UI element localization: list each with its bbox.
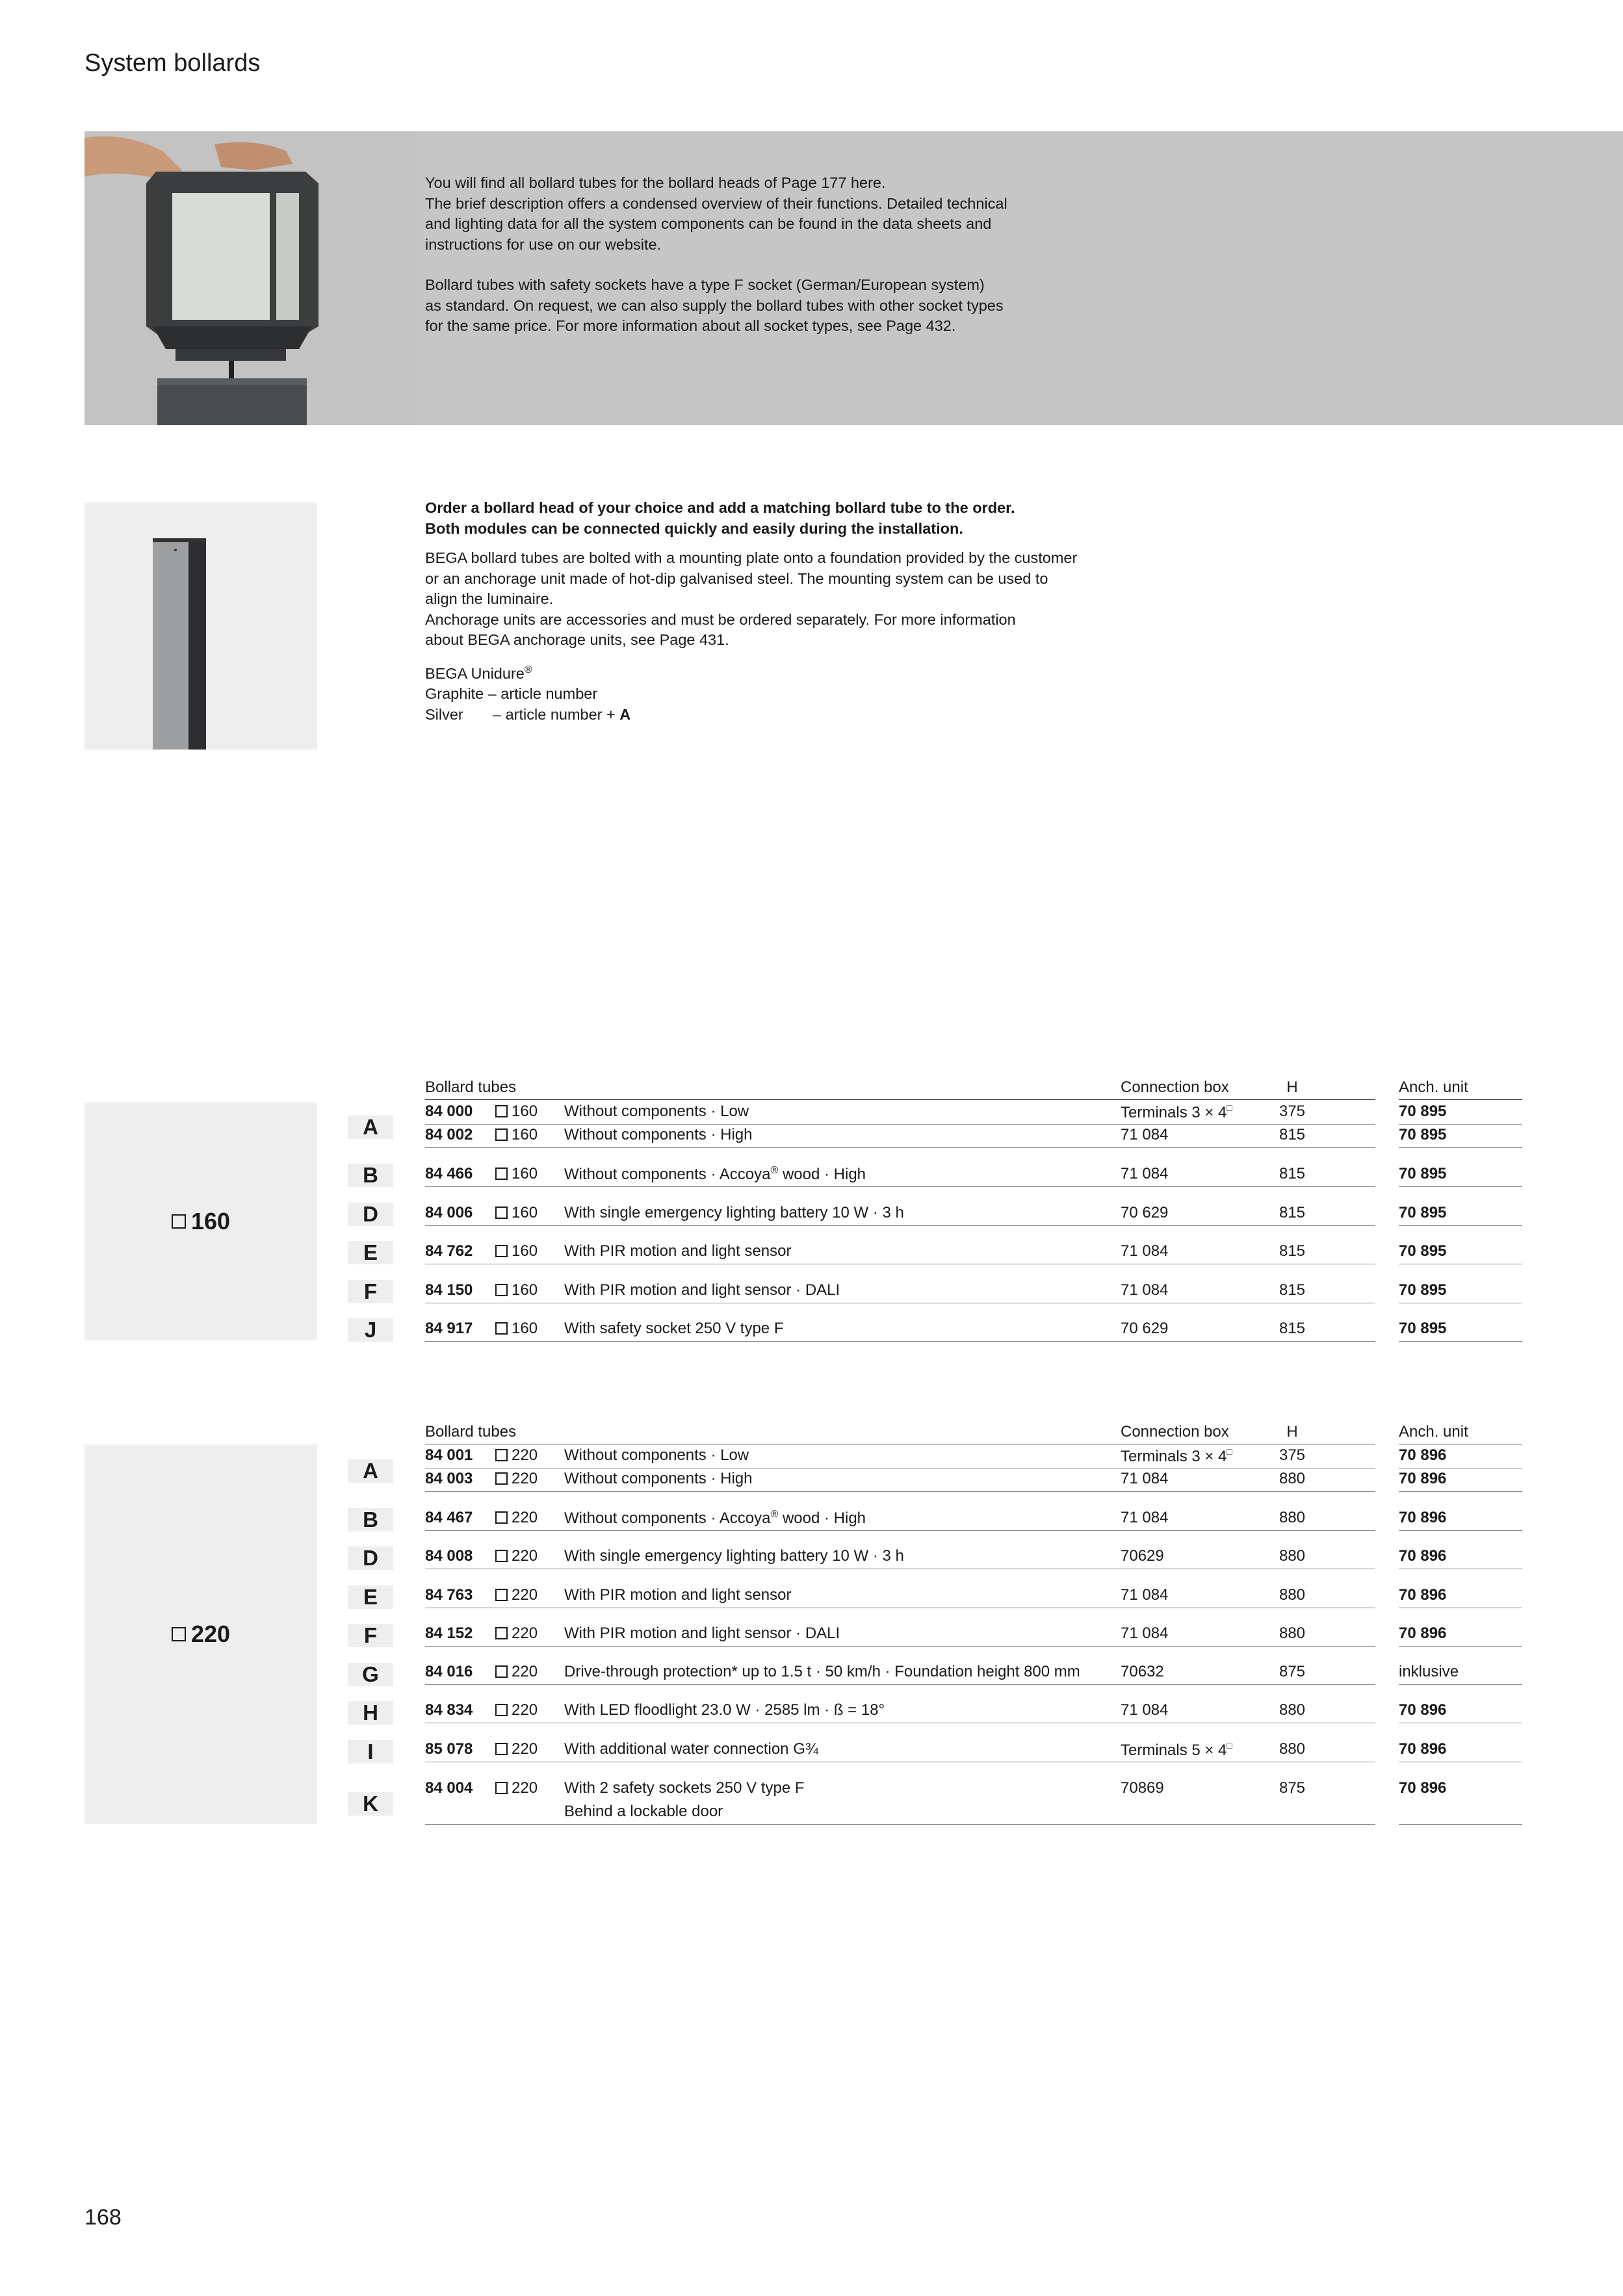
tube-size-value: 220	[512, 1624, 538, 1642]
description-text: With single emergency lighting battery 10 W · 3 h	[564, 1204, 904, 1221]
row-rule	[425, 1491, 1375, 1492]
description-text: With 2 safety sockets 250 V type F	[564, 1779, 805, 1797]
height-value: 815	[1279, 1281, 1306, 1299]
square-icon	[495, 1627, 508, 1639]
text-line: Anchorage units are accessories and must be ordered separately. For more information	[425, 610, 1016, 628]
article-number: 84 001	[425, 1446, 473, 1464]
connection-value: 71 084	[1121, 1509, 1169, 1526]
header-product: Bollard tubes	[425, 1078, 517, 1096]
description-tail: wood · High	[778, 1166, 866, 1183]
header-height: H	[1286, 1423, 1298, 1441]
tube-size	[495, 1102, 538, 1121]
connection-value: 70 629	[1121, 1320, 1169, 1337]
height-value: 880	[1279, 1624, 1306, 1642]
tube-size-value: 160	[512, 1281, 538, 1299]
height-value: 880	[1279, 1547, 1306, 1565]
description-text: Drive-through protection* up to 1.5 t · 50 km/h · Foundation height 800 mm	[564, 1663, 1080, 1680]
tube-size	[495, 1281, 538, 1299]
connection-box	[1121, 1779, 1164, 1797]
text-line: Bollard tubes with safety sockets have a type F socket (German/European system)	[425, 276, 985, 293]
connection-value: 71 084	[1121, 1126, 1169, 1143]
description-text: Without components · Low	[564, 1102, 749, 1120]
description-text: With LED floodlight 23.0 W · 2585 lm · ß = 18°	[564, 1701, 885, 1719]
bollard-tube-photo	[84, 502, 317, 750]
variant-letter: F	[348, 1280, 393, 1303]
anchor-unit: 70 896	[1399, 1779, 1447, 1797]
anchor-unit: 70 895	[1399, 1102, 1447, 1120]
square-icon	[495, 1207, 508, 1219]
tube-size-value: 220	[512, 1663, 538, 1680]
height-value: 880	[1279, 1509, 1306, 1526]
row-rule-anchor	[1399, 1530, 1522, 1531]
description	[564, 1586, 792, 1604]
height-value: 875	[1279, 1779, 1306, 1797]
header-height: H	[1286, 1078, 1298, 1096]
page-title: System bollards	[84, 49, 261, 77]
tube-size	[495, 1509, 538, 1527]
row-rule	[425, 1824, 1375, 1825]
anchor-unit: 70 895	[1399, 1242, 1447, 1260]
tube-size-value: 160	[512, 1242, 538, 1260]
description	[564, 1102, 749, 1121]
article-number: 84 917	[425, 1320, 473, 1337]
header-anchor: Anch. unit	[1399, 1078, 1468, 1096]
anchor-unit: 70 895	[1399, 1281, 1447, 1299]
description-tail: wood · High	[778, 1509, 866, 1527]
article-number: 84 003	[425, 1470, 473, 1487]
row-rule-anchor	[1399, 1491, 1522, 1492]
tube-size	[495, 1165, 538, 1183]
description	[564, 1779, 805, 1797]
variant-letter: E	[348, 1585, 393, 1609]
connection-box	[1121, 1740, 1232, 1760]
connection-value: 70632	[1121, 1663, 1164, 1680]
description-text: With safety socket 250 V type F	[564, 1320, 784, 1337]
row-rule-anchor	[1399, 1824, 1522, 1825]
text-line: You will find all bollard tubes for the bollard heads of Page 177 here.	[425, 174, 886, 191]
order-text	[425, 498, 1173, 725]
variant-letter: F	[348, 1624, 393, 1647]
tube-size	[495, 1204, 538, 1222]
finish-silver: Silver – article number + A	[425, 705, 631, 723]
variant-letter: B	[348, 1164, 393, 1187]
header-anchor: Anch. unit	[1399, 1423, 1468, 1441]
variant-letter: K	[348, 1792, 393, 1816]
square-icon	[495, 1472, 508, 1485]
order-body	[425, 548, 1173, 651]
connection-box	[1121, 1204, 1168, 1222]
description	[564, 1446, 749, 1465]
description	[564, 1204, 904, 1222]
description	[564, 1624, 840, 1643]
order-headline	[425, 498, 1173, 539]
text-line: or an anchorage unit made of hot-dip galvanised steel. The mounting system can be used to	[425, 569, 1048, 587]
connection-box	[1121, 1586, 1168, 1604]
text-line: about BEGA anchorage units, see Page 431.	[425, 631, 729, 648]
variant-letter: J	[348, 1318, 393, 1342]
anchor-unit: 70 896	[1399, 1740, 1447, 1758]
tube-size	[495, 1547, 538, 1565]
square-icon	[495, 1105, 508, 1117]
height-value: 880	[1279, 1586, 1306, 1604]
finish-graphite: Graphite – article number	[425, 685, 598, 702]
row-rule-anchor	[1399, 1646, 1522, 1647]
text-line: BEGA bollard tubes are bolted with a mounting plate onto a foundation provided by the customer	[425, 549, 1078, 566]
height-value: 815	[1279, 1165, 1306, 1182]
connection-box	[1121, 1509, 1168, 1527]
row-rule-anchor	[1399, 1186, 1522, 1187]
height-value: 815	[1279, 1126, 1306, 1143]
article-number: 84 150	[425, 1281, 473, 1299]
connection-value: 71 084	[1121, 1624, 1169, 1642]
tube-size	[495, 1126, 538, 1144]
description-text: With PIR motion and light sensor · DALI	[564, 1281, 840, 1299]
anchor-unit: 70 896	[1399, 1470, 1447, 1487]
connection-value: 70629	[1121, 1547, 1164, 1565]
text-line: and lighting data for all the system components can be found in the data sheets and	[425, 215, 992, 232]
text-line: Both modules can be connected quickly and easily during the installation.	[425, 519, 963, 537]
row-rule	[425, 1530, 1375, 1531]
row-rule-anchor	[1399, 1225, 1522, 1226]
row-rule-anchor	[1399, 1341, 1522, 1342]
row-rule-anchor	[1399, 1124, 1522, 1125]
square-icon	[495, 1589, 508, 1601]
connection-value: 71 084	[1121, 1470, 1169, 1487]
article-number: 84 763	[425, 1586, 473, 1604]
height-value: 880	[1279, 1701, 1306, 1719]
tube-size-value: 220	[512, 1547, 538, 1565]
header-rule	[425, 1099, 1375, 1100]
tube-size	[495, 1624, 538, 1643]
square-icon	[495, 1782, 508, 1794]
height-value: 880	[1279, 1740, 1306, 1758]
article-number: 84 006	[425, 1204, 473, 1221]
description-text: Without components · High	[564, 1470, 753, 1487]
anchor-unit: 70 895	[1399, 1165, 1447, 1182]
height-value: 880	[1279, 1470, 1306, 1487]
article-number: 84 467	[425, 1509, 473, 1526]
article-number: 84 016	[425, 1663, 473, 1680]
description	[564, 1547, 904, 1565]
tube-size	[495, 1586, 538, 1604]
tube-size-value: 220	[512, 1446, 538, 1464]
row-rule-anchor	[1399, 1684, 1522, 1685]
connection-box	[1121, 1242, 1168, 1260]
description-text: Without components · Accoya	[564, 1166, 771, 1183]
tube-size	[495, 1663, 538, 1681]
connection-value: Terminals 5 × 4	[1121, 1742, 1227, 1759]
connection-value: Terminals 3 × 4	[1121, 1104, 1227, 1121]
row-rule	[425, 1684, 1375, 1685]
article-number: 84 834	[425, 1701, 473, 1719]
row-rule	[425, 1147, 1375, 1148]
description	[564, 1701, 885, 1719]
square-icon	[495, 1322, 508, 1335]
header-connection: Connection box	[1121, 1078, 1229, 1096]
tube-size-value: 220	[512, 1701, 538, 1719]
intro-paragraph-1	[425, 173, 1140, 255]
article-number: 84 466	[425, 1165, 473, 1182]
square-icon	[495, 1743, 508, 1755]
size-box-160: 160	[84, 1102, 317, 1340]
intro-text	[425, 173, 1140, 357]
connection-value: 70869	[1121, 1779, 1164, 1797]
variant-letter: A	[348, 1115, 393, 1139]
tube-size	[495, 1779, 538, 1797]
description	[564, 1281, 840, 1299]
tube-size-value: 160	[512, 1165, 538, 1182]
anchor-unit: 70 896	[1399, 1701, 1447, 1719]
height-value: 815	[1279, 1204, 1306, 1221]
height-value: 875	[1279, 1663, 1306, 1680]
square-icon	[495, 1704, 508, 1716]
row-rule	[425, 1646, 1375, 1647]
connection-box	[1121, 1446, 1232, 1466]
variant-letter: A	[348, 1459, 393, 1483]
row-rule	[425, 1341, 1375, 1342]
anchor-unit: 70 896	[1399, 1624, 1447, 1642]
header-product: Bollard tubes	[425, 1423, 517, 1441]
connection-sup: □	[1227, 1446, 1232, 1457]
tube-size-value: 160	[512, 1126, 538, 1143]
tube-size-value: 220	[512, 1470, 538, 1487]
connection-value: 71 084	[1121, 1281, 1169, 1299]
description	[564, 1320, 783, 1338]
connection-box	[1121, 1281, 1168, 1299]
finish-title: BEGA Unidure®	[425, 664, 532, 682]
text-line: The brief description offers a condensed overview of their functions. Detailed technical	[425, 194, 1007, 212]
height-value: 815	[1279, 1242, 1306, 1260]
square-icon	[495, 1168, 508, 1180]
connection-box	[1121, 1165, 1168, 1183]
anchor-unit: 70 895	[1399, 1126, 1447, 1143]
variant-letter: G	[348, 1663, 393, 1686]
description-text: With single emergency lighting battery 10 W · 3 h	[564, 1547, 904, 1565]
height-value: 815	[1279, 1320, 1306, 1337]
row-rule	[425, 1186, 1375, 1187]
article-number: 84 152	[425, 1624, 473, 1642]
description	[564, 1242, 792, 1260]
row-rule-anchor	[1399, 1147, 1522, 1148]
connection-box	[1121, 1470, 1168, 1488]
connection-box	[1121, 1624, 1168, 1643]
description	[564, 1165, 866, 1184]
header-rule-anchor	[1399, 1099, 1522, 1100]
connection-box	[1121, 1102, 1232, 1122]
connection-value: 71 084	[1121, 1242, 1169, 1260]
square-icon	[495, 1245, 508, 1257]
article-number: 84 762	[425, 1242, 473, 1260]
text-line: for the same price. For more information about all socket types, see Page 432.	[425, 317, 956, 334]
intro-paragraph-2	[425, 275, 1140, 337]
description	[564, 1126, 752, 1144]
connection-box	[1121, 1547, 1164, 1565]
square-icon	[172, 1214, 186, 1229]
tube-size	[495, 1740, 538, 1758]
description-text: Without components · Low	[564, 1446, 749, 1464]
square-icon	[495, 1284, 508, 1296]
square-icon	[495, 1665, 508, 1678]
square-icon	[495, 1550, 508, 1562]
description-text: With additional water connection G¾	[564, 1740, 818, 1758]
size-box-220: 220	[84, 1444, 317, 1824]
connection-box	[1121, 1663, 1164, 1681]
description	[564, 1509, 866, 1528]
tube-size-value: 220	[512, 1779, 538, 1797]
anchor-unit: 70 896	[1399, 1509, 1447, 1526]
height-value: 375	[1279, 1102, 1306, 1120]
tube-size-value: 220	[512, 1586, 538, 1604]
bollard-head-photo	[84, 131, 416, 425]
description	[564, 1470, 752, 1488]
anchor-unit: inklusive	[1399, 1663, 1459, 1680]
text-line: Order a bollard head of your choice and add a matching bollard tube to the order.	[425, 499, 1015, 516]
anchor-unit: 70 896	[1399, 1547, 1447, 1565]
description	[564, 1663, 1080, 1681]
connection-value: Terminals 3 × 4	[1121, 1448, 1227, 1465]
square-icon	[495, 1449, 508, 1461]
anchor-unit: 70 895	[1399, 1204, 1447, 1221]
description-text: With PIR motion and light sensor · DALI	[564, 1624, 840, 1642]
tube-size	[495, 1701, 538, 1719]
page-number: 168	[84, 2205, 122, 2230]
tube-size-value: 160	[512, 1320, 538, 1337]
tube-size	[495, 1446, 538, 1465]
variant-letter: E	[348, 1241, 393, 1264]
anchor-unit: 70 895	[1399, 1320, 1447, 1337]
variant-letter: I	[348, 1740, 393, 1764]
registered-mark: ®	[770, 1165, 779, 1176]
connection-value: 70 629	[1121, 1204, 1169, 1221]
description-text: Without components · High	[564, 1126, 753, 1143]
article-number: 84 002	[425, 1126, 473, 1143]
tube-size	[495, 1470, 538, 1488]
tube-size-value: 160	[512, 1102, 538, 1120]
square-icon	[495, 1128, 508, 1141]
tube-size-value: 220	[512, 1509, 538, 1526]
description-text: Without components · Accoya	[564, 1509, 771, 1527]
anchor-unit: 70 896	[1399, 1446, 1447, 1464]
article-number: 84 000	[425, 1102, 473, 1120]
height-value: 375	[1279, 1446, 1306, 1464]
variant-letter: B	[348, 1508, 393, 1532]
row-rule	[425, 1225, 1375, 1226]
text-line: align the luminaire.	[425, 590, 554, 607]
description-text: With PIR motion and light sensor	[564, 1242, 792, 1260]
tube-size-value: 220	[512, 1740, 538, 1758]
tube-size	[495, 1242, 538, 1260]
variant-letter: H	[348, 1701, 393, 1725]
connection-sup: □	[1227, 1740, 1232, 1751]
description	[564, 1740, 818, 1758]
description-line-2: Behind a lockable door	[564, 1803, 723, 1820]
connection-box	[1121, 1126, 1168, 1144]
text-line: as standard. On request, we can also supply the bollard tubes with other socket types	[425, 296, 1004, 314]
connection-sup: □	[1227, 1102, 1232, 1113]
connection-value: 71 084	[1121, 1701, 1169, 1719]
description-text: With PIR motion and light sensor	[564, 1586, 792, 1604]
anchor-unit: 70 896	[1399, 1586, 1447, 1604]
header-connection: Connection box	[1121, 1423, 1229, 1441]
square-icon	[495, 1511, 508, 1524]
square-icon	[172, 1627, 186, 1641]
text-line: instructions for use on our website.	[425, 235, 662, 253]
article-number: 85 078	[425, 1740, 473, 1758]
connection-box	[1121, 1701, 1168, 1719]
registered-mark: ®	[770, 1509, 779, 1520]
connection-box	[1121, 1320, 1168, 1338]
row-rule	[425, 1124, 1375, 1125]
connection-value: 71 084	[1121, 1165, 1169, 1182]
tube-size	[495, 1320, 538, 1338]
article-number: 84 008	[425, 1547, 473, 1565]
article-number: 84 004	[425, 1779, 473, 1797]
variant-letter: D	[348, 1546, 393, 1570]
variant-letter: D	[348, 1203, 393, 1226]
tube-size-value: 160	[512, 1204, 538, 1221]
connection-value: 71 084	[1121, 1586, 1169, 1604]
